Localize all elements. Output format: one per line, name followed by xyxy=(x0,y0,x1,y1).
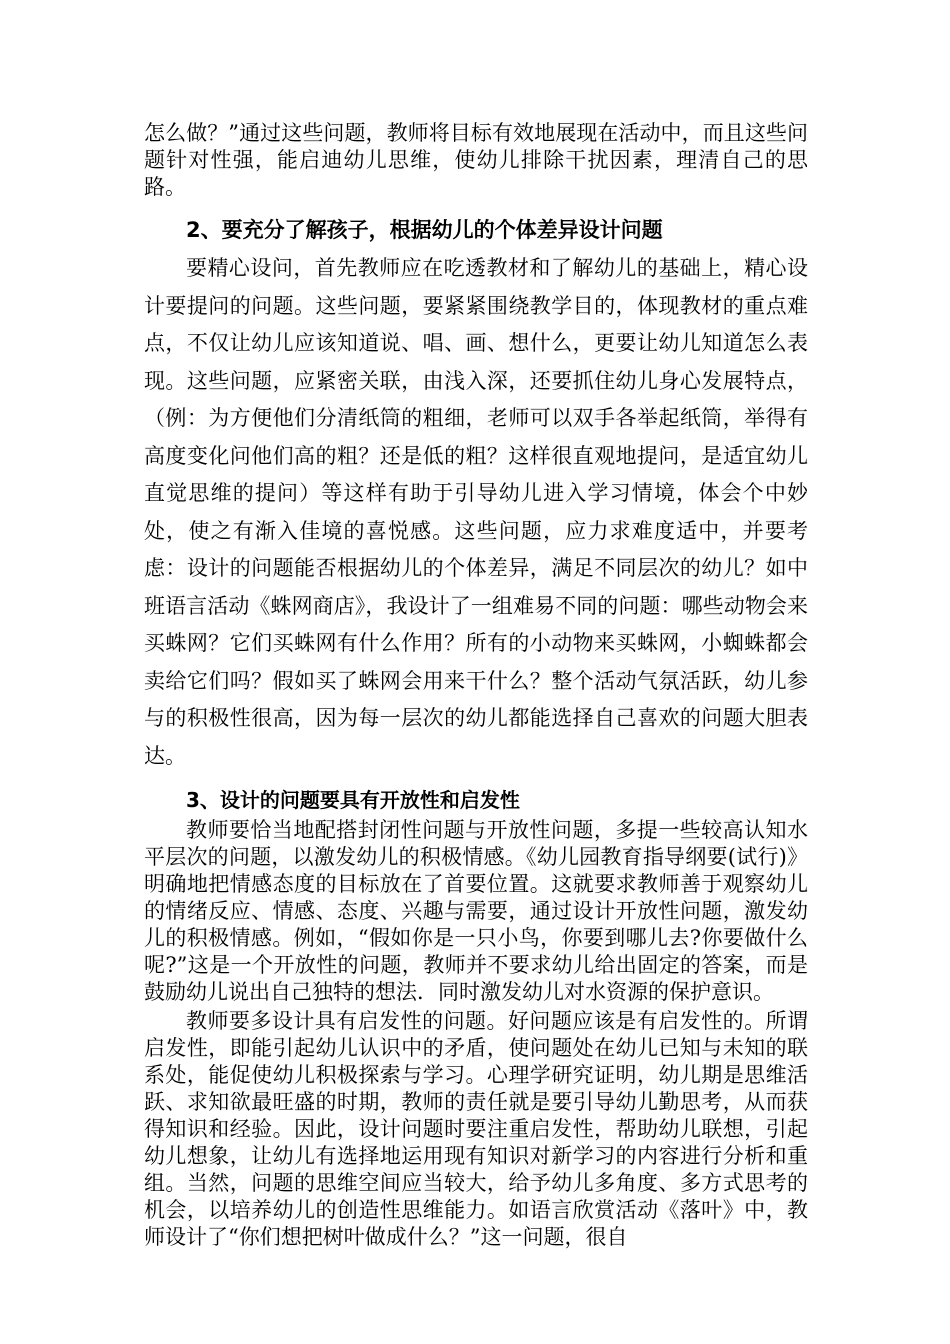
section-2-paragraph: 要精心设问，首先教师应在吃透教材和了解幼儿的基础上，精心设计要提问的问题。这些问题，要紧紧围绕教学目的，体现教材的重点难点，不仅让幼儿应该知道说、唱、画、想什么，更要让幼儿知道怎么表现。这些问题，应紧密关联，由浅入深，还要抓住幼儿身心发展特点，（例：为方便他们分清纸筒的粗细，老师可以双手各举起纸筒，举得有高度变化问他们高的粗？还是低的粗？这样很直观地提问，是适宜幼儿直觉思维的提问）等这样有助于引导幼儿进入学习情境，体会个中妙处，使之有渐入佳境的喜悦感。这些问题，应力求难度适中，并要考虑：设计的问题能否根据幼儿的个体差异，满足不同层次的幼儿？如中班语言活动《蛛网商店》，我设计了一组难易不同的问题：哪些动物会来买蛛网？它们买蛛网有什么作用？所有的小动物来买蛛网，小蜘蛛都会卖给它们吗？假如买了蛛网会用来干什么？整个活动气氛活跃，幼儿参与的积极性很高，因为每一层次的幼儿都能选择自己喜欢的问题大胆表达。 xyxy=(144,256,808,768)
section-3-heading: 3、设计的问题要具有开放性和启发性 xyxy=(186,788,520,812)
document-body xyxy=(144,120,808,1251)
intro-paragraph: 怎么做？”通过这些问题，教师将目标有效地展现在活动中，而且这些问题针对性强，能启迪幼儿思维，使幼儿排除干扰因素，理清自己的思路。 xyxy=(144,121,808,199)
section-3-paragraph-inspire: 教师要多设计具有启发性的问题。好问题应该是有启发性的。所谓启发性，即能引起幼儿认识中的矛盾，使问题处在幼儿已知与未知的联系处，能促使幼儿积极探索与学习。心理学研究证明，幼儿期是思维活跃、求知欲最旺盛的时期，教师的责任就是要引导幼儿勤思考，从而获得知识和经验。因此，设计问题时要注重启发性，帮助幼儿联想，引起幼儿想象，让幼儿有选择地运用现有知识对新学习的内容进行分析和重组。当然，问题的思维空间应当较大，给予幼儿多角度、多方式思考的机会，以培养幼儿的创造性思维能力。如语言欣赏活动《落叶》中，教师设计了“你们想把树叶做成什么？”这一问题，很自 xyxy=(144,1009,808,1249)
section-3-paragraph-open: 教师要恰当地配搭封闭性问题与开放性问题，多提一些较高认知水平层次的问题，以激发幼儿的积极情感。《幼儿园教育指导纲要(试行)》明确地把情感态度的目标放在了首要位置。这就要求教师善于观察幼儿的情绪反应、情感、态度、兴趣与需要，通过设计开放性问题，激发幼儿的积极情感。例如，“假如你是一只小鸟，你要到哪儿去?你要做什么呢?”这是一个开放性的问题，教师并不要求幼儿给出固定的答案，而是鼓励幼儿说出自己独特的想法．同时激发幼儿对水资源的保护意识。 xyxy=(144,818,808,1004)
section-2-heading: 2、要充分了解孩子，根据幼儿的个体差异设计问题 xyxy=(186,218,663,242)
